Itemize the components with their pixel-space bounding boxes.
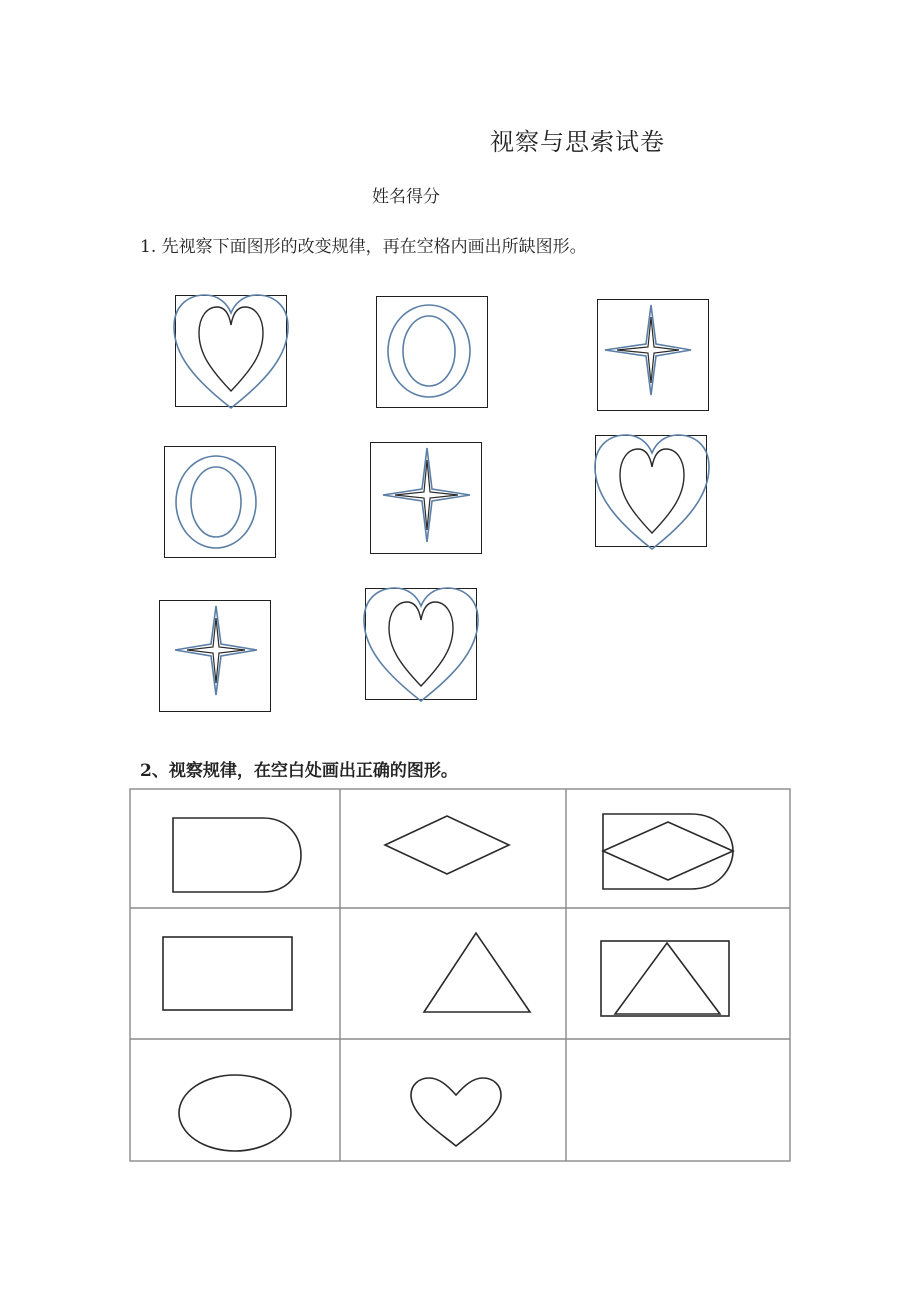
name-score-label: 姓名得分 [372, 187, 440, 207]
q1-box-r3c1 [159, 600, 271, 712]
q1-box-r2c2 [370, 442, 482, 554]
triangle-icon [424, 933, 530, 1012]
four-point-star-icon [370, 442, 482, 554]
four-point-star-icon [597, 299, 709, 411]
four-point-star-icon [159, 600, 271, 712]
question-2-grid [129, 788, 791, 1162]
double-heart-icon [175, 295, 287, 407]
half-rounded-rect-icon [173, 818, 301, 892]
double-heart-icon [595, 435, 707, 547]
question-2-text: 2、视察规律，在空白处画出正确的图形。 [140, 761, 458, 781]
question-2-grid-drawing [129, 788, 791, 1162]
double-oval-icon [376, 296, 488, 408]
rectangle-icon [163, 937, 292, 1010]
diamond-icon [385, 816, 509, 874]
q1-box-r2c1 [164, 446, 276, 558]
q1-box-r1c2 [376, 296, 488, 408]
q1-box-r1c1 [175, 295, 287, 407]
double-oval-icon [164, 446, 276, 558]
question-1-text: 1. 先视察下面图形的改变规律，再在空格内画出所缺图形。 [140, 237, 587, 257]
rectangle-with-triangle-icon [601, 941, 729, 1016]
ellipse-icon [179, 1075, 291, 1151]
q1-box-r3c2 [365, 588, 477, 700]
q1-box-r2c3 [595, 435, 707, 547]
heart-icon [411, 1078, 501, 1146]
test-title: 视察与思索试卷 [490, 128, 665, 156]
rounded-rect-with-diamond-icon [603, 814, 733, 889]
q1-box-r1c3 [597, 299, 709, 411]
double-heart-icon [365, 588, 477, 700]
